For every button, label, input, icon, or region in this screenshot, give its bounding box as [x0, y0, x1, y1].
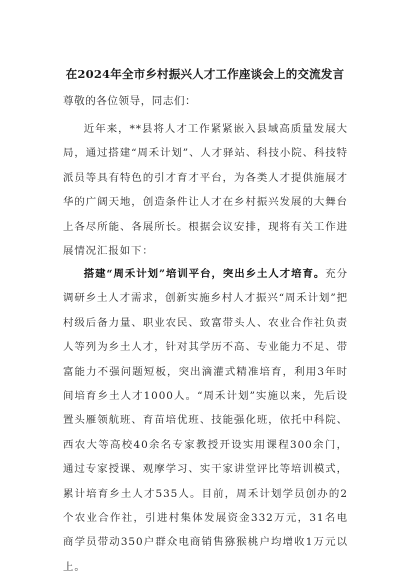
- paragraph-zhouhe-plan: [63, 262, 348, 579]
- paragraph-zhouhe-text: 充分调研乡土人才需求，创新实施乡村人才振兴“周禾计划”把村级后备力量、职业农民、致富带头人、农业合作社负责人等列为乡土人才，针对其学历不高、专业能力不足、带富能力不强问题短板，突出滴灌式精准培育，利用3年时间培育乡土人才1000人。“周禾计划”实施以来，先后设置头雁领航班、育苗培优班、技能强化班，依托中科院、西农大等高校40余名专家教授开设实用课程300余门，通过专家授课、观摩学习、实干家讲堂评比等培训模式，累计培育乡土人才535人。目前，周禾计划学员创办的2个农业合作社，引进村集体发展资金332万元，31名电商学员带动350户群众电商销售猕猴桃户均增收1万元以上。: [63, 268, 348, 573]
- paragraph-intro: [63, 117, 348, 263]
- document-title: 在2024年全市乡村振兴人才工作座谈会上的交流发言: [65, 67, 345, 81]
- paragraph-intro-text: 近年来，**县将人才工作紧紧嵌入县域高质量发展大局，通过搭建“周禾计划”、人才驿站、科技小院、科技特派员等具有特色的引才育才平台，为各类人才提供施展才华的广阔天地，创造条件让人才在乡村振兴发展的大舞台上各尽所能、各展所长。根据会议安排，现将有关工作进展情况汇报如下：: [63, 123, 348, 258]
- salutation: 尊敬的各位领导，同志们：: [63, 95, 197, 107]
- paragraph-heading: 搭建“周禾计划”培训平台，突出乡土人才培育。: [83, 268, 326, 280]
